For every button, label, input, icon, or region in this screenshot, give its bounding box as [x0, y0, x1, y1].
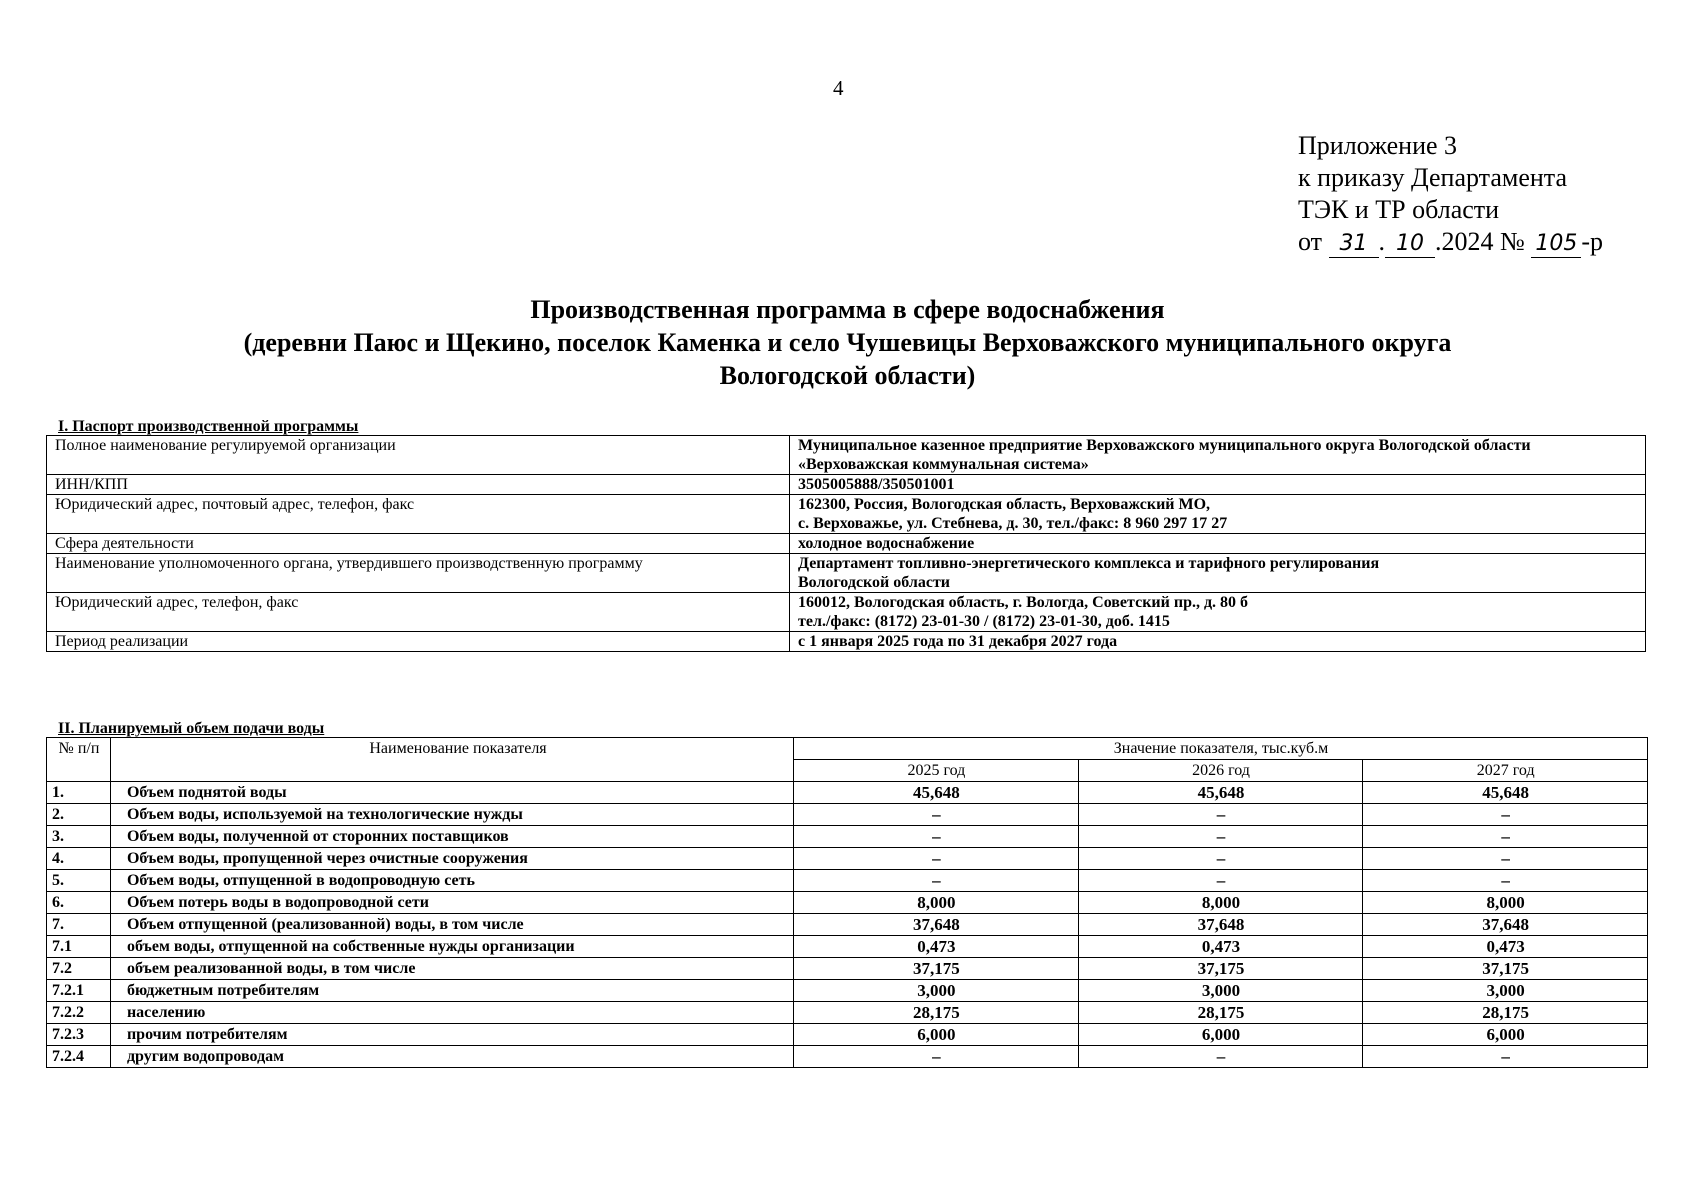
indicator-value: – [794, 826, 1079, 848]
date-prefix: от [1298, 227, 1323, 256]
indicator-value: – [1363, 804, 1648, 826]
passport-row [47, 436, 1646, 475]
volume-row [47, 870, 1648, 892]
passport-value [790, 632, 1646, 652]
indicator-value: 45,648 [1363, 782, 1648, 804]
passport-row [47, 495, 1646, 534]
row-number: 7. [47, 914, 111, 936]
passport-value [790, 436, 1646, 475]
passport-value-line: тел./факс: (8172) 23-01-30 / (8172) 23-01-30, доб. 1415 [798, 613, 1170, 630]
appendix-block [1298, 130, 1603, 258]
indicator-value: 3,000 [1078, 980, 1363, 1002]
indicator-name: объем воды, отпущенной на собственные нужды организации [110, 936, 793, 958]
passport-value-line: Муниципальное казенное предприятие Верховажского муниципального округа Вологодской области «Верховажская коммунальная система» [798, 437, 1531, 473]
passport-value [790, 475, 1646, 495]
title-line-3: Вологодской области) [719, 361, 976, 390]
row-number: 7.2 [47, 958, 111, 980]
passport-heading: I. Паспорт производственной программы [58, 418, 359, 435]
volume-row [47, 892, 1648, 914]
passport-value-line: с 1 января 2025 года по 31 декабря 2027 года [798, 633, 1118, 650]
indicator-value: 37,648 [1363, 914, 1648, 936]
indicator-value: – [794, 1046, 1079, 1068]
row-number: 6. [47, 892, 111, 914]
date-dot: . [1378, 227, 1386, 256]
indicator-name: бюджетным потребителям [110, 980, 793, 1002]
indicator-value: – [794, 870, 1079, 892]
volume-heading: II. Планируемый объем подачи воды [58, 720, 325, 737]
passport-table [46, 435, 1646, 652]
page-number: 4 [833, 76, 844, 100]
title-line-1: Производственная программа в сфере водоснабжения [530, 295, 1165, 324]
passport-value-line: Департамент топливно-энергетического комплекса и тарифного регулирования [798, 555, 1380, 572]
document-title [0, 293, 1695, 392]
appendix-line-1: Приложение 3 [1298, 131, 1458, 160]
appendix-date-line [1298, 226, 1603, 258]
number-suffix: -р [1581, 227, 1604, 256]
indicator-value: 8,000 [1363, 892, 1648, 914]
indicator-name: Объем воды, используемой на технологические нужды [110, 804, 793, 826]
indicator-value: – [1363, 1046, 1648, 1068]
passport-row [47, 632, 1646, 652]
indicator-value: 0,473 [1363, 936, 1648, 958]
row-number: 7.1 [47, 936, 111, 958]
passport-label: Сфера деятельности [47, 534, 790, 554]
col-num-header: № п/п [47, 738, 111, 782]
volume-row [47, 936, 1648, 958]
volume-row [47, 782, 1648, 804]
indicator-value: – [1363, 848, 1648, 870]
row-number: 7.2.3 [47, 1024, 111, 1046]
indicator-value: 6,000 [794, 1024, 1079, 1046]
passport-value-line: Вологодской области [798, 574, 951, 591]
indicator-value: 8,000 [794, 892, 1079, 914]
row-number: 5. [47, 870, 111, 892]
indicator-name: Объем воды, отпущенной в водопроводную сеть [110, 870, 793, 892]
handwritten-month: 10 [1385, 231, 1435, 258]
row-number: 7.2.2 [47, 1002, 111, 1024]
volume-row [47, 1024, 1648, 1046]
indicator-value: 37,175 [1078, 958, 1363, 980]
indicator-value: – [1078, 1046, 1363, 1068]
volume-row [47, 826, 1648, 848]
indicator-value: – [1078, 870, 1363, 892]
col-name-header: Наименование показателя [110, 738, 793, 782]
indicator-value: 37,175 [1363, 958, 1648, 980]
passport-label: Период реализации [47, 632, 790, 652]
indicator-value: 0,473 [1078, 936, 1363, 958]
passport-row [47, 593, 1646, 632]
indicator-value: 45,648 [1078, 782, 1363, 804]
row-number: 2. [47, 804, 111, 826]
indicator-value: 45,648 [794, 782, 1079, 804]
passport-value-line: 162300, Россия, Вологодская область, Верховажский МО, [798, 496, 1211, 513]
indicator-value: 37,175 [794, 958, 1079, 980]
passport-value [790, 593, 1646, 632]
indicator-value: – [1078, 848, 1363, 870]
indicator-name: другим водопроводам [110, 1046, 793, 1068]
indicator-value: 6,000 [1078, 1024, 1363, 1046]
passport-value-line: холодное водоснабжение [798, 535, 975, 552]
passport-row [47, 475, 1646, 495]
year-suffix: .2024 № [1435, 227, 1525, 256]
volume-row [47, 1002, 1648, 1024]
row-number: 7.2.4 [47, 1046, 111, 1068]
indicator-name: Объем потерь воды в водопроводной сети [110, 892, 793, 914]
indicator-value: 28,175 [1363, 1002, 1648, 1024]
year-header: 2025 год [794, 760, 1079, 782]
handwritten-number: 105 [1531, 231, 1581, 258]
indicator-value: 8,000 [1078, 892, 1363, 914]
volume-header-row [47, 738, 1648, 760]
indicator-name: Объем отпущенной (реализованной) воды, в том числе [110, 914, 793, 936]
passport-label: Полное наименование регулируемой организации [47, 436, 790, 475]
row-number: 7.2.1 [47, 980, 111, 1002]
indicator-value: 37,648 [794, 914, 1079, 936]
volume-row [47, 848, 1648, 870]
passport-row [47, 534, 1646, 554]
passport-value-line: с. Верховажье, ул. Стебнева, д. 30, тел./факс: 8 960 297 17 27 [798, 515, 1228, 532]
indicator-value: – [1363, 826, 1648, 848]
volume-row [47, 914, 1648, 936]
row-number: 4. [47, 848, 111, 870]
volume-row [47, 980, 1648, 1002]
row-number: 3. [47, 826, 111, 848]
volume-row [47, 1046, 1648, 1068]
indicator-value: – [1078, 804, 1363, 826]
passport-label: Юридический адрес, почтовый адрес, телефон, факс [47, 495, 790, 534]
indicator-value: – [1078, 826, 1363, 848]
appendix-line-3: ТЭК и ТР области [1298, 195, 1500, 224]
passport-label: Наименование уполномоченного органа, утвердившего производственную программу [47, 554, 790, 593]
handwritten-day: 31 [1329, 231, 1379, 258]
indicator-value: – [1363, 870, 1648, 892]
volume-row [47, 804, 1648, 826]
indicator-name: объем реализованной воды, в том числе [110, 958, 793, 980]
passport-value [790, 554, 1646, 593]
volume-row [47, 958, 1648, 980]
passport-value [790, 495, 1646, 534]
indicator-value: 6,000 [1363, 1024, 1648, 1046]
indicator-name: Объем воды, пропущенной через очистные сооружения [110, 848, 793, 870]
passport-value-line: 160012, Вологодская область, г. Вологда, Советский пр., д. 80 б [798, 594, 1249, 611]
year-header: 2027 год [1363, 760, 1648, 782]
indicator-name: Объем поднятой воды [110, 782, 793, 804]
indicator-value: 3,000 [1363, 980, 1648, 1002]
appendix-line-2: к приказу Департамента [1298, 163, 1568, 192]
row-number: 1. [47, 782, 111, 804]
indicator-name: населению [110, 1002, 793, 1024]
indicator-value: 28,175 [794, 1002, 1079, 1024]
passport-label: ИНН/КПП [47, 475, 790, 495]
indicator-value: – [794, 804, 1079, 826]
year-header: 2026 год [1078, 760, 1363, 782]
passport-label: Юридический адрес, телефон, факс [47, 593, 790, 632]
title-line-2: (деревни Паюс и Щекино, поселок Каменка и село Чушевицы Верховажского муниципального округа [243, 328, 1452, 357]
indicator-value: 0,473 [794, 936, 1079, 958]
passport-value [790, 534, 1646, 554]
passport-row [47, 554, 1646, 593]
indicator-name: прочим потребителям [110, 1024, 793, 1046]
volume-table [46, 737, 1648, 1068]
passport-value-line: 3505005888/350501001 [798, 476, 955, 493]
indicator-value: 28,175 [1078, 1002, 1363, 1024]
indicator-value: 3,000 [794, 980, 1079, 1002]
indicator-value: – [794, 848, 1079, 870]
col-value-header: Значение показателя, тыс.куб.м [794, 738, 1648, 760]
indicator-value: 37,648 [1078, 914, 1363, 936]
indicator-name: Объем воды, полученной от сторонних поставщиков [110, 826, 793, 848]
